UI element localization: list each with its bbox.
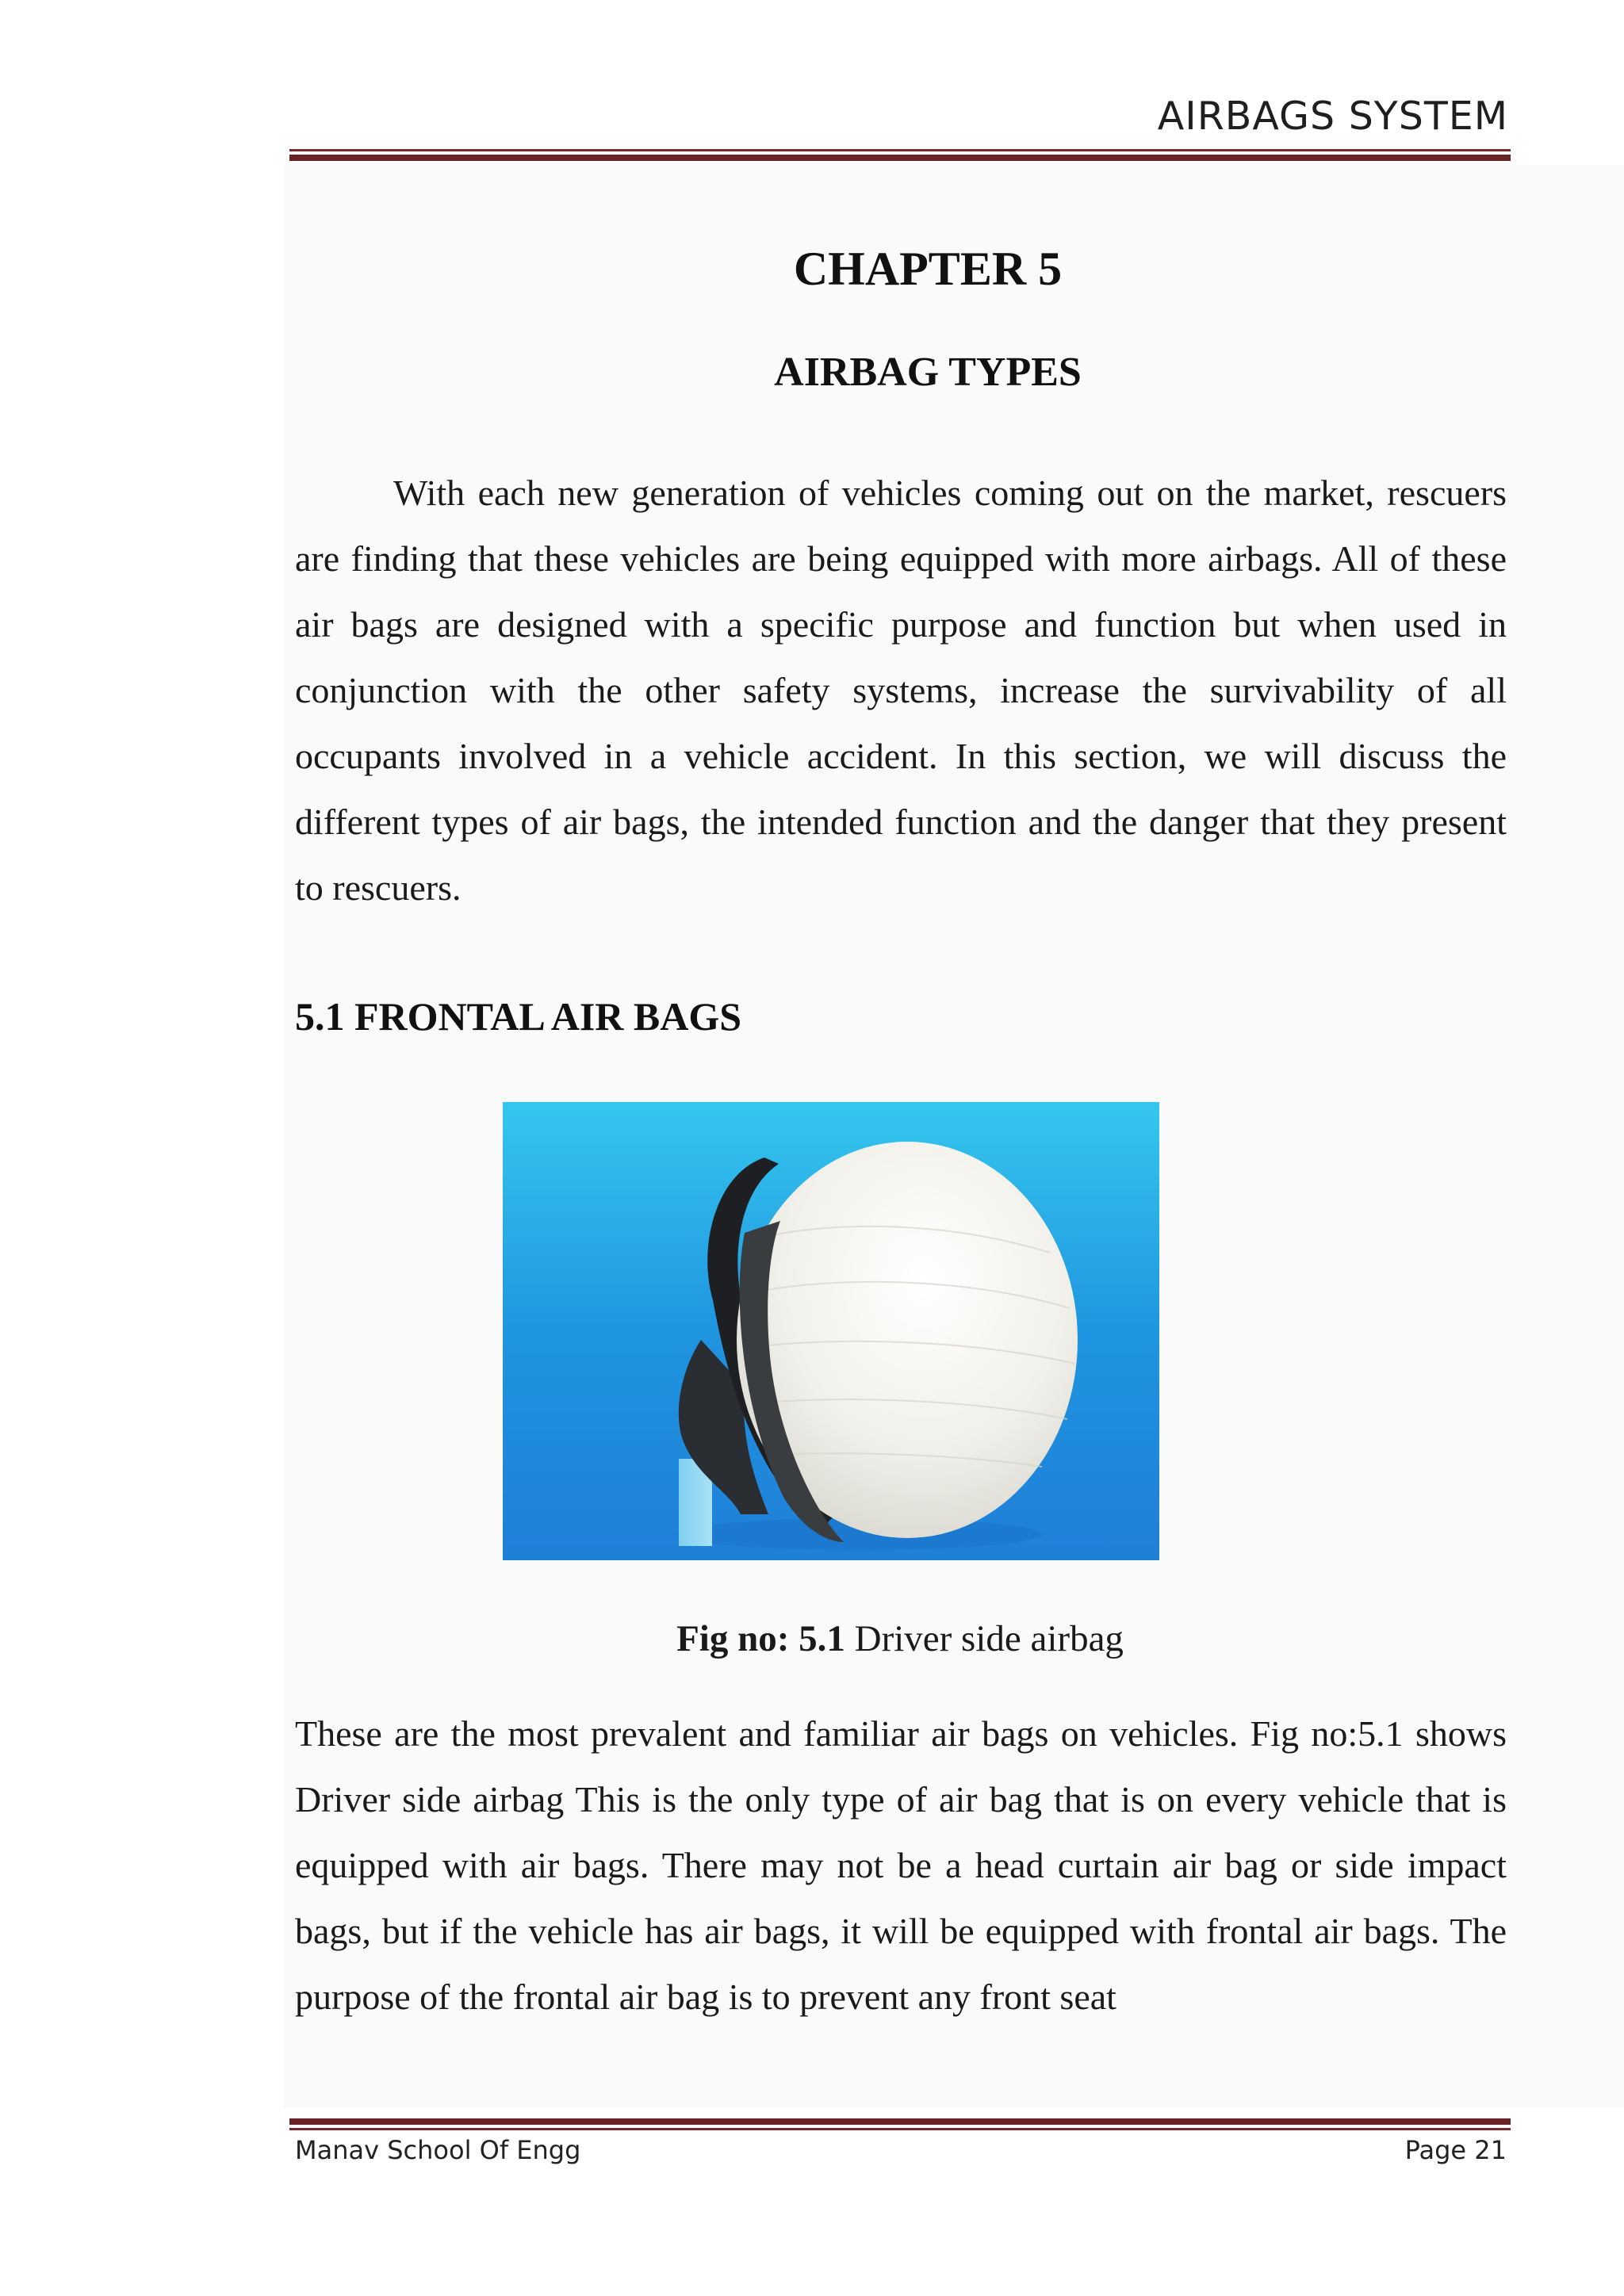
figure-caption xyxy=(289,1617,1511,1660)
page-number: Page 21 xyxy=(1404,2135,1507,2165)
chapter-subtitle: AIRBAG TYPES xyxy=(774,350,1082,395)
header-rule xyxy=(289,149,1511,161)
airbag-photo xyxy=(503,1102,1159,1560)
body-paragraph: These are the most prevalent and familiar air bags on vehicles. Fig no:5.1 shows Driver side airbag This is the only type of air bag that is on every vehicle that is equipped with air bags. There may not be a head curtain air bag or side impact bags, but if the vehicle has air bags, it will be equipped with frontal air bags. The purpose of the frontal air bag is to prevent any front seat xyxy=(295,1713,1507,2017)
footer-rule xyxy=(289,2118,1511,2130)
driver-airbag-figure xyxy=(503,1102,1159,1560)
chapter-title: CHAPTER 5 xyxy=(793,243,1063,295)
running-header: AIRBAGS SYSTEM xyxy=(1157,94,1508,139)
figure-caption-label: Fig no: 5.1 xyxy=(676,1618,845,1659)
intro-paragraph: With each new generation of vehicles coming out on the market, rescuers are finding that these vehicles are being equipped with more airbags. All of these air bags are designed with a specific purpose and function but when used in conjunction with the other safety systems, increase the survivability of all occupants involved in a vehicle accident. In this section, we will discuss the different types of air bags, the intended function and the danger that they present to rescuers. xyxy=(295,473,1507,908)
section-heading: 5.1 FRONTAL AIR BAGS xyxy=(295,994,742,1039)
footer-school-name: Manav School Of Engg xyxy=(295,2135,581,2165)
figure-caption-text: Driver side airbag xyxy=(845,1618,1124,1659)
